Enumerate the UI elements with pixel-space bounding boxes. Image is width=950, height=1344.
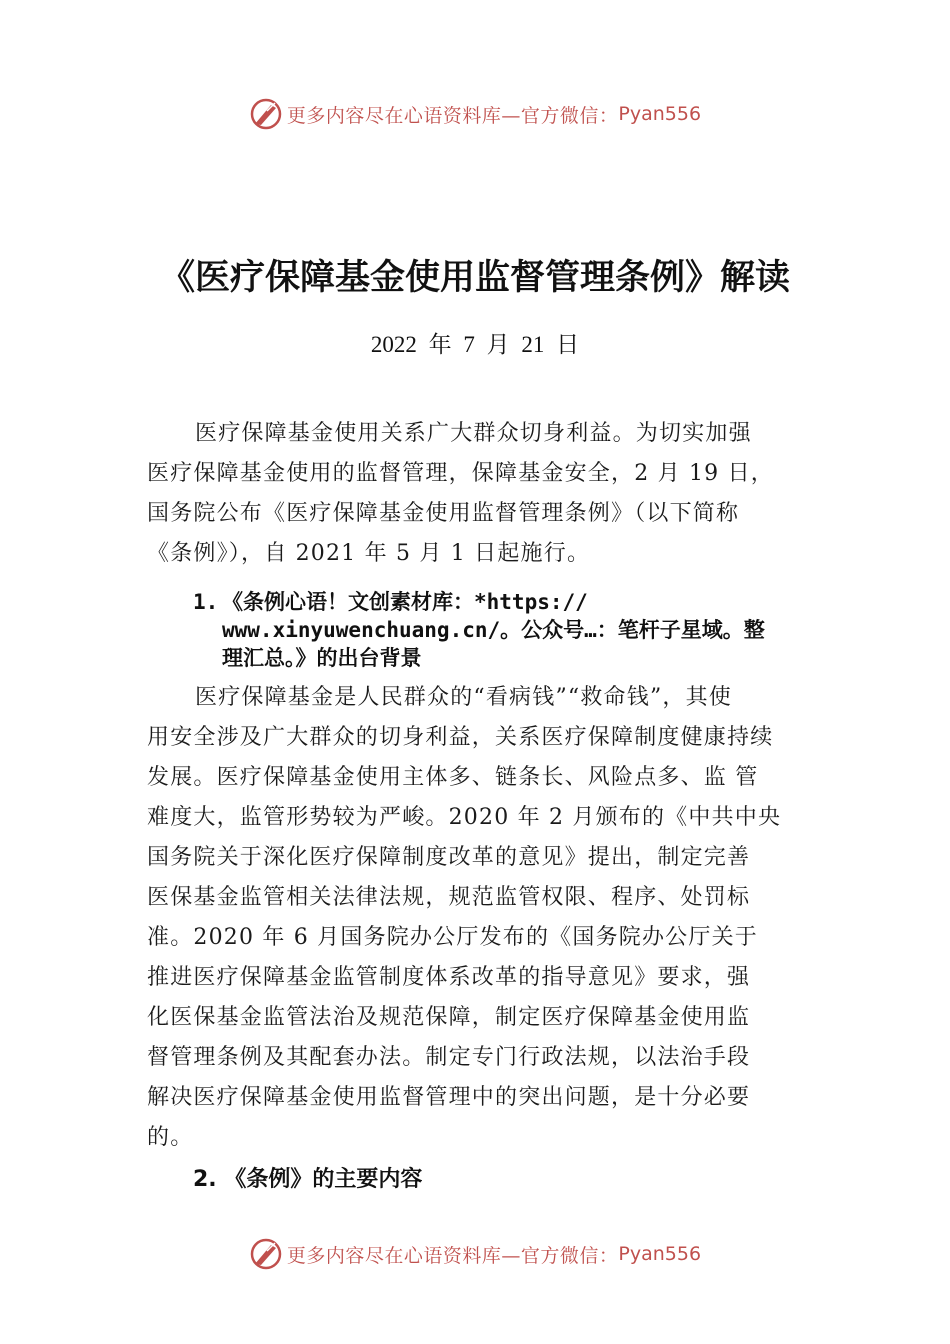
section-1-heading-line: 理汇总。》的出台背景 [222,646,422,670]
document-date: 2022 年 7 月 21 日 [370,332,580,357]
body-line: 难度大，监管形势较为严峻。2020 年 2 月颁布的《中共中央 [147,805,782,830]
section-1-number: 1. [193,590,219,614]
intro-paragraph [147,414,807,574]
body-line: 医疗保障基金是人民群众的“看病钱”“救命钱”，其使 [195,685,732,710]
document-title: 《医疗保障基金使用监督管理条例》解读 [159,258,790,298]
section-1-heading-line: www.xinyuwenchuang.cn/。公众号…：笔杆子星域。整 [222,618,765,642]
section-2-number: 2. [193,1167,217,1192]
body-line: 化医保基金监管法治及规范保障，制定医疗保障基金使用监 [147,1005,751,1030]
intro-line: 医疗保障基金使用关系广大群众切身利益。为切实加强 [195,421,752,446]
section-1-heading [222,588,842,672]
body-line: 准。2020 年 6 月国务院办公厅发布的《国务院办公厅关于 [147,925,758,950]
watermark-text: 更多内容尽在心语资料库—官方微信： [286,1244,619,1267]
watermark-banner-top [0,92,950,136]
body-line: 督管理条例及其配套办法。制定专门行政法规，以法治手段 [147,1045,751,1070]
watermark-text: 更多内容尽在心语资料库—官方微信： [286,104,619,127]
section-1-body [147,678,807,1158]
body-line: 发展。医疗保障基金使用主体多、链条长、风险点多、监 管 [147,765,759,790]
intro-line: 医疗保障基金使用的监督管理，保障基金安全，2 月 19 日， [147,461,774,486]
quill-logo-icon [249,1237,283,1271]
watermark-wechat-id: Pyan556 [618,1243,702,1265]
section-2-title: 《条例》的主要内容 [224,1167,423,1192]
intro-line: 国务院公布《医疗保障基金使用监督管理条例》（以下简称 [147,501,740,526]
watermark-banner-bottom [0,1232,950,1276]
body-line: 推进医疗保障基金监管制度体系改革的指导意见》要求，强 [147,965,751,990]
section-1-heading-line: 《条例心语！文创素材库：*https:// [222,590,588,614]
body-line: 用安全涉及广大群众的切身利益，关系医疗保障制度健康持续 [147,725,774,750]
body-line: 医保基金监管相关法律法规，规范监管权限、程序、处罚标 [147,885,751,910]
section-2-heading [193,1162,422,1193]
body-line: 国务院关于深化医疗保障制度改革的意见》提出，制定完善 [147,845,751,870]
body-line: 的。 [147,1125,194,1150]
quill-logo-icon [249,97,283,131]
body-line: 解决医疗保障基金使用监督管理中的突出问题，是十分必要 [147,1085,751,1110]
intro-line: 《条例》），自 2021 年 5 月 1 日起施行。 [147,541,591,566]
watermark-wechat-id: Pyan556 [618,103,702,125]
